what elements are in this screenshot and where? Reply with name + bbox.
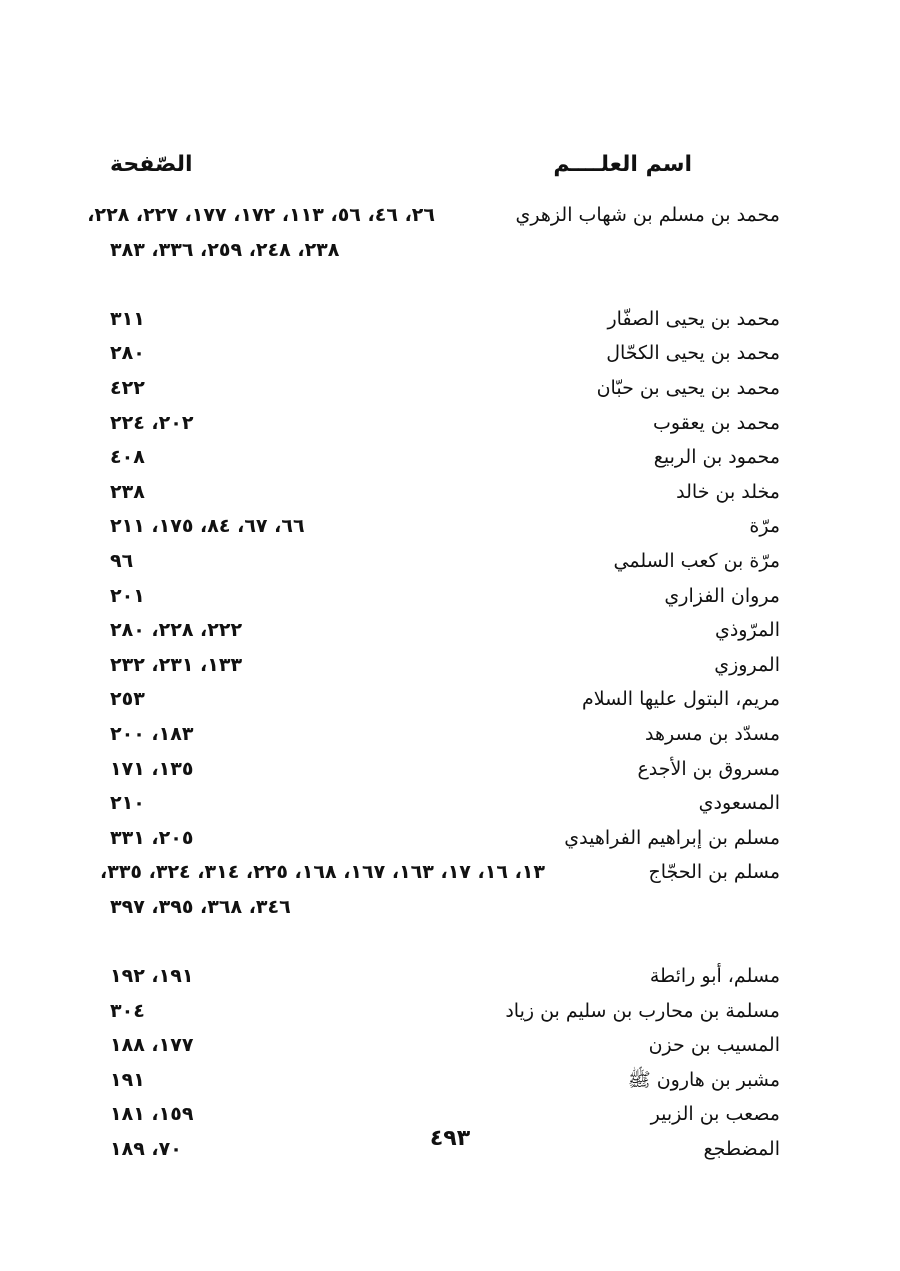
- entry-page-numbers: ١٩١، ١٩٢: [110, 965, 194, 988]
- entry-name: مصعب بن الزبير: [650, 1103, 780, 1126]
- entry-page-numbers: ١٣، ١٦، ١٧، ١٦٣، ١٦٧، ١٦٨، ٢٢٥، ٣١٤، ٣٢٤، ٣٣٥،: [100, 861, 545, 884]
- entry-page-numbers: ١٧٧، ١٨٨: [110, 1034, 194, 1057]
- entry-page-numbers: ٣٤٦، ٣٦٨، ٣٩٥، ٣٩٧: [110, 895, 291, 918]
- index-entry: [110, 786, 780, 821]
- entry-name: المضطجع: [703, 1138, 780, 1161]
- name-column-heading: اسم العلــــم: [553, 152, 692, 177]
- index-header: [110, 152, 780, 194]
- entry-name: المرّوذي: [714, 619, 780, 642]
- entry-name: مسلم بن الحجّاج: [648, 861, 780, 884]
- entry-name: مسلم، أبو رائطة: [649, 965, 780, 988]
- index-entry-continuation: [110, 233, 780, 268]
- entry-page-numbers: ٦٦، ٦٧، ٨٤، ١٧٥، ٢١١: [110, 515, 305, 538]
- index-entry: [110, 440, 780, 475]
- entry-name: محمد بن يعقوب: [653, 411, 780, 434]
- index-entries-list: [87, 198, 780, 1167]
- index-entry: [100, 855, 780, 890]
- index-entry: [110, 371, 780, 406]
- index-entry: [110, 406, 780, 441]
- entry-name: محمد بن مسلم بن شهاب الزهري: [515, 204, 780, 226]
- entry-page-numbers: ٢٥٣: [110, 688, 145, 711]
- page-number: ٤٩٣: [429, 1126, 471, 1151]
- entry-name: مسلم بن إبراهيم الفراهيدي: [564, 826, 780, 849]
- index-entry: [110, 336, 780, 371]
- entry-page-numbers: ٢١٠: [110, 792, 145, 815]
- entry-page-numbers: ٢٢٢، ٢٢٨، ٢٨٠: [110, 619, 243, 642]
- index-entry: [87, 198, 780, 233]
- index-entry: [110, 302, 780, 337]
- index-entry-continuation: [110, 890, 780, 925]
- entry-page-numbers: ١٩١: [110, 1068, 145, 1091]
- index-entry: [110, 752, 780, 787]
- index-entry: [110, 717, 780, 752]
- entry-page-numbers: ٢٠٢، ٢٢٤: [110, 411, 194, 434]
- index-entry: [110, 509, 780, 544]
- index-entry: [110, 821, 780, 856]
- index-entry: [110, 959, 780, 994]
- index-entry: [110, 648, 780, 683]
- index-entry: [110, 1063, 780, 1098]
- entry-page-numbers: ٩٦: [110, 549, 134, 572]
- entry-page-numbers: ٢٠٥، ٣٣١: [110, 826, 194, 849]
- entry-page-numbers: ٤٢٢: [110, 376, 145, 399]
- entry-page-numbers: ١٣٣، ٢٣١، ٢٣٢: [110, 653, 243, 676]
- entry-page-numbers: ٢٣٨، ٢٤٨، ٢٥٩، ٣٣٦، ٣٨٣: [110, 238, 340, 261]
- entry-name: مرّة بن كعب السلمي: [613, 549, 780, 572]
- entry-page-numbers: ٣٠٤: [110, 999, 145, 1022]
- entry-name: المروزي: [714, 653, 780, 676]
- entry-page-numbers: ١٣٥، ١٧١: [110, 757, 194, 780]
- entry-page-numbers: ١٥٩، ١٨١: [110, 1103, 194, 1126]
- entry-name: مخلد بن خالد: [676, 480, 780, 503]
- entry-name: مشبر بن هارون ﷺ: [627, 1068, 780, 1091]
- entry-name: مسروق بن الأجدع: [637, 757, 780, 780]
- entry-name: مروان الفزاري: [664, 584, 780, 607]
- entry-page-numbers: ٣١١: [110, 307, 145, 330]
- entry-name: مسلمة بن محارب بن سليم بن زياد: [505, 999, 780, 1022]
- index-entry: [110, 579, 780, 614]
- blank-row: [110, 924, 780, 959]
- entry-name: محمود بن الربيع: [653, 446, 780, 469]
- entry-page-numbers: ١٨٣، ٢٠٠: [110, 722, 194, 745]
- entry-name: محمد بن يحيى الكحّال: [606, 342, 780, 365]
- index-entry: [110, 1028, 780, 1063]
- entry-name: مرّة: [749, 515, 780, 538]
- entry-name: المسعودي: [698, 792, 780, 815]
- index-entry: [110, 994, 780, 1029]
- entry-name: مسدّد بن مسرهد: [645, 722, 780, 745]
- entry-page-numbers: ٢٦، ٤٦، ٥٦، ١١٣، ١٧٢، ١٧٧، ٢٢٧، ٢٢٨،: [87, 204, 435, 226]
- pages-column-heading: الصّفحة: [110, 152, 193, 177]
- blank-row: [110, 267, 780, 302]
- index-entry: [110, 682, 780, 717]
- entry-name: محمد بن يحيى الصفّار: [607, 307, 780, 330]
- entry-page-numbers: ٢٨٠: [110, 342, 145, 365]
- index-entry: [110, 475, 780, 510]
- entry-name: محمد بن يحيى بن حبّان: [596, 376, 780, 399]
- entry-name: المسيب بن حزن: [648, 1034, 780, 1057]
- entry-page-numbers: ٤٠٨: [110, 446, 145, 469]
- entry-page-numbers: ٢٠١: [110, 584, 145, 607]
- entry-name: مريم، البتول عليها السلام: [581, 688, 780, 711]
- entry-page-numbers: ٢٣٨: [110, 480, 145, 503]
- index-entry: [110, 544, 780, 579]
- index-entry: [110, 613, 780, 648]
- entry-page-numbers: ٧٠، ١٨٩: [110, 1138, 182, 1161]
